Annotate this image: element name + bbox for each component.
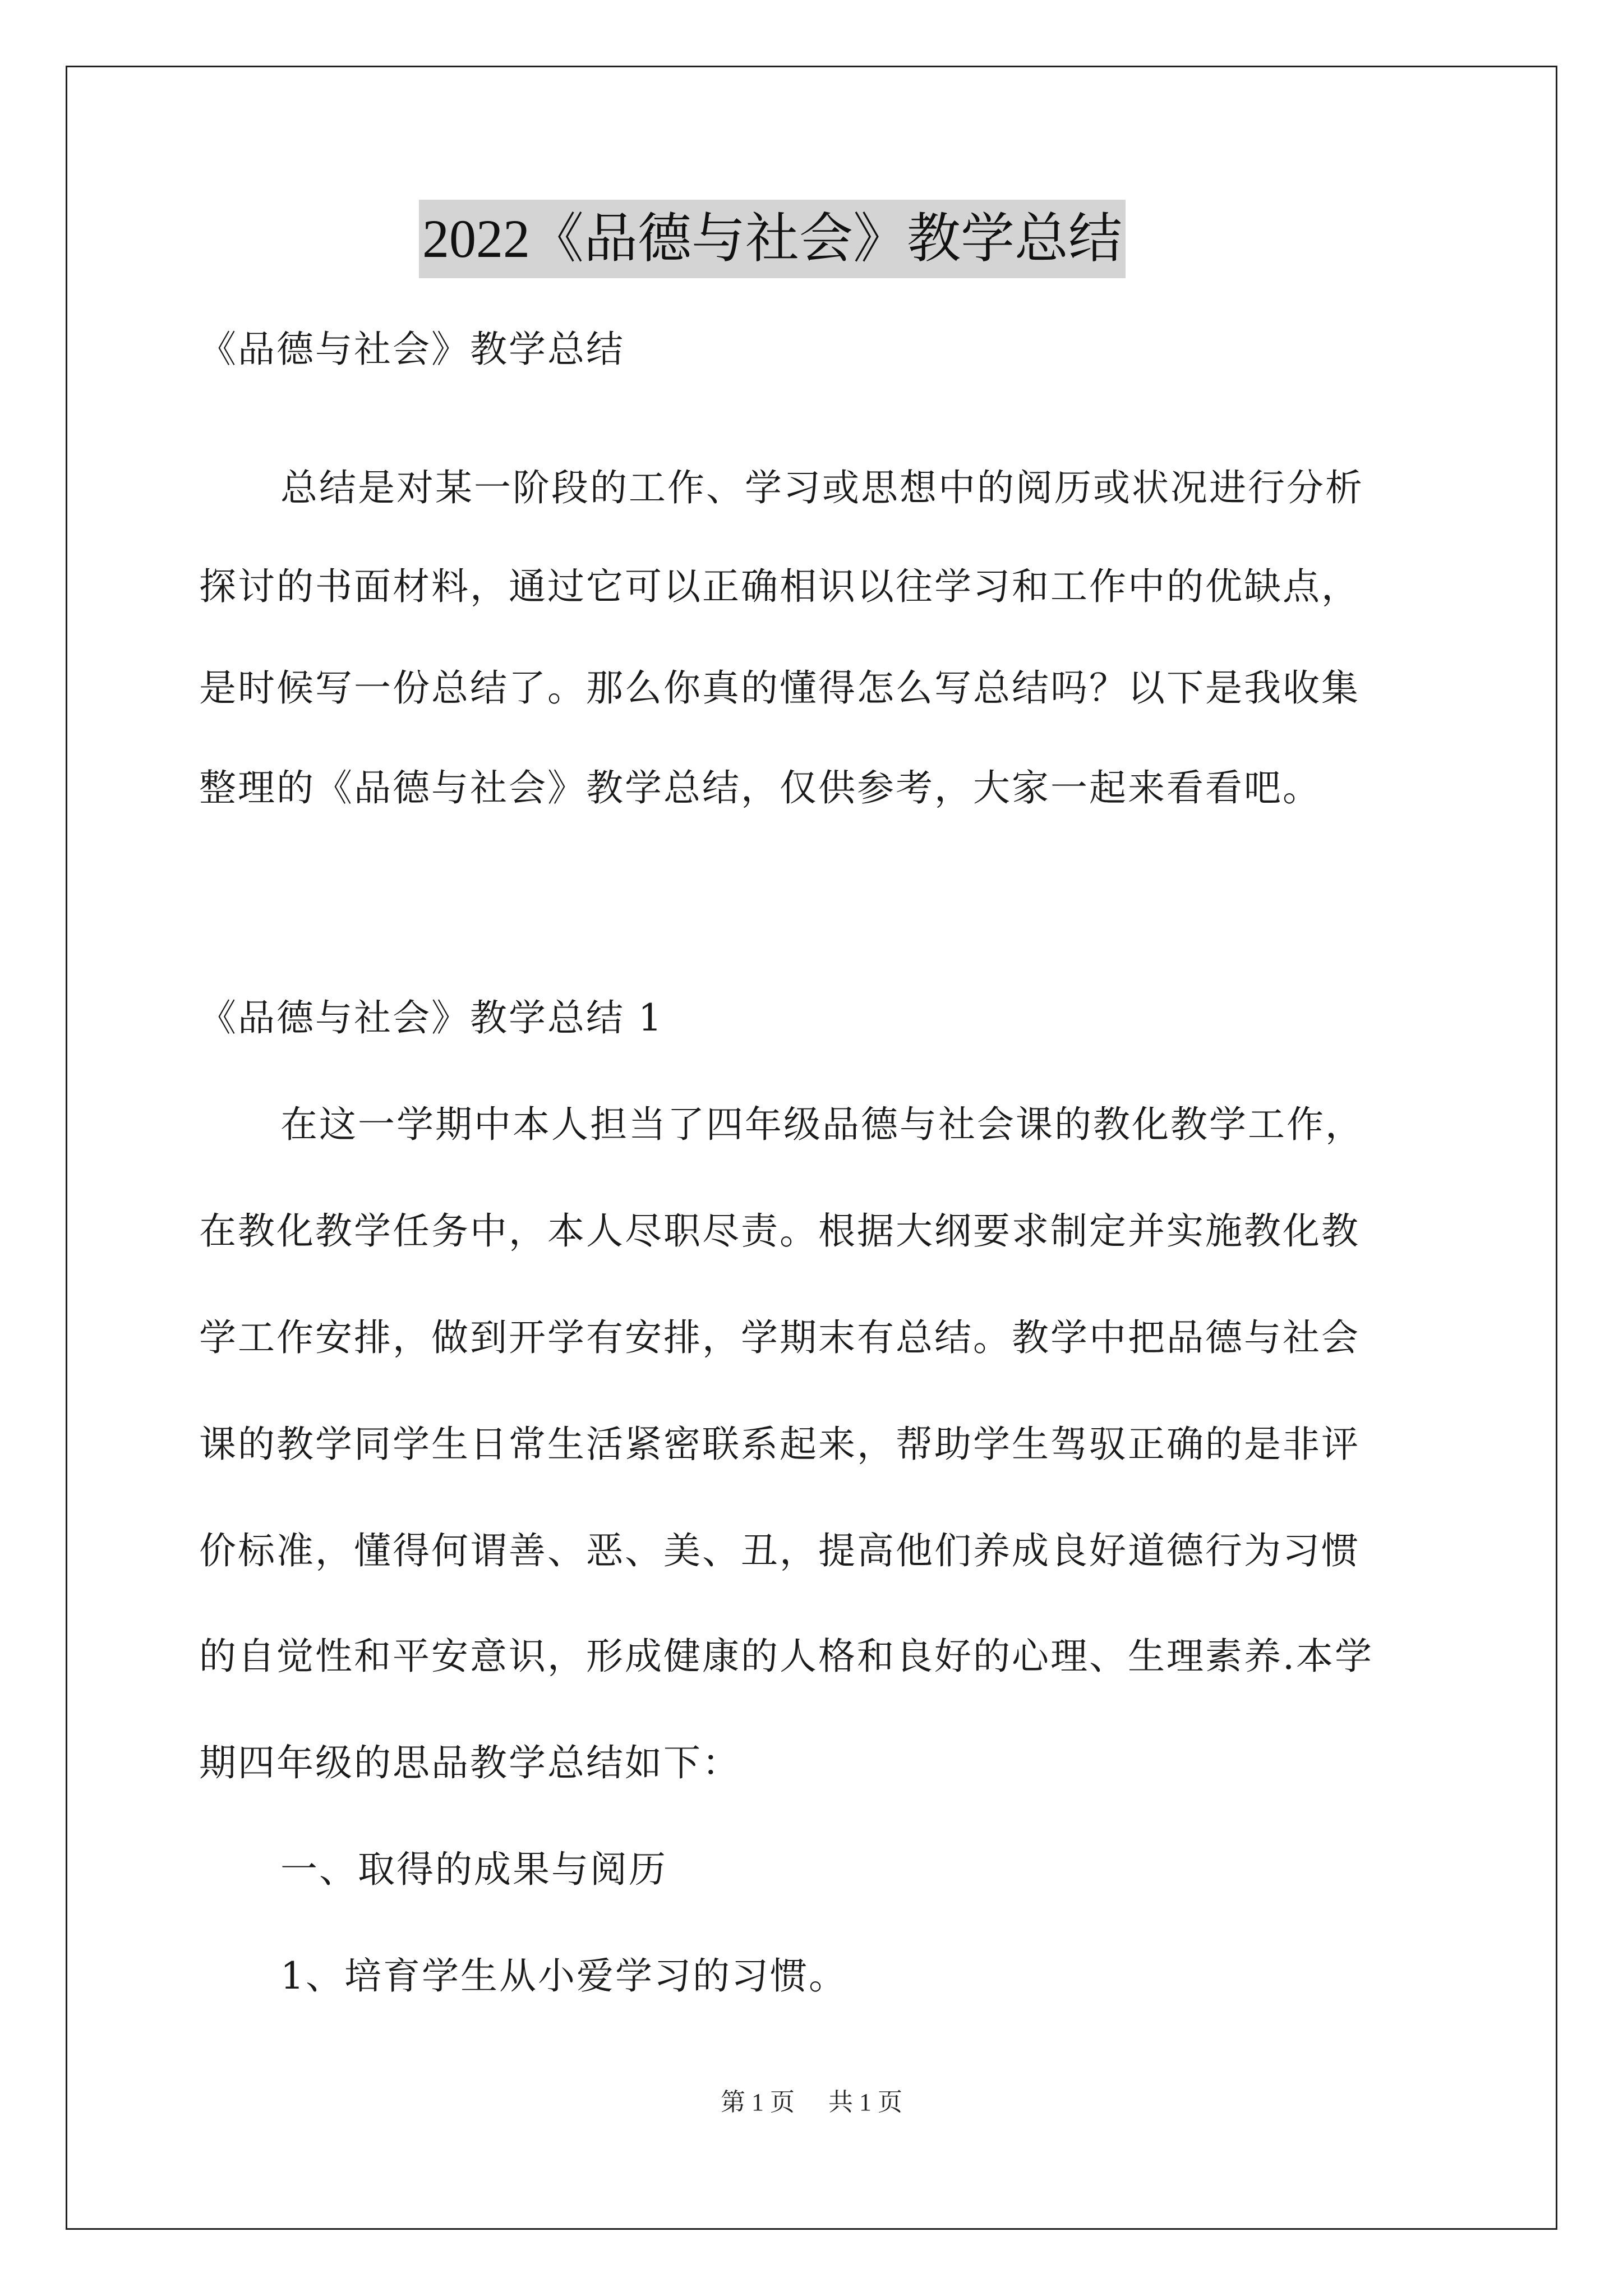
point-item: 1、培育学生从小爱学习的习惯。: [280, 1954, 847, 1998]
body-line: 期四年级的思品教学总结如下：: [199, 1741, 741, 1784]
body-line: 在这一学期中本人担当了四年级品德与社会课的教化教学工作，: [280, 1103, 1364, 1146]
intro-line: 探讨的书面材料，通过它可以正确相识以往学习和工作中的优缺点，: [199, 565, 1360, 608]
body-line: 课的教学同学生日常生活紧密联系起来，帮助学生驾驭正确的是非评: [199, 1423, 1360, 1466]
body-line: 的自觉性和平安意识，形成健康的人格和良好的心理、生理素养.本学: [199, 1635, 1373, 1678]
intro-line: 整理的《品德与社会》教学总结，仅供参考，大家一起来看看吧。: [199, 766, 1321, 809]
document-title: 2022《品德与社会》教学总结: [419, 200, 1126, 278]
point-heading: 一、取得的成果与阅历: [280, 1848, 667, 1891]
page-number: 第 1 页: [721, 2088, 795, 2116]
intro-line: 总结是对某一阶段的工作、学习或思想中的阅历或状况进行分析: [280, 466, 1364, 509]
document-subtitle: 《品德与社会》教学总结: [199, 328, 625, 371]
intro-line: 是时候写一份总结了。那么你真的懂得怎么写总结吗？以下是我收集: [199, 666, 1360, 710]
section-heading: 《品德与社会》教学总结 1: [199, 996, 663, 1039]
body-line: 价标准，懂得何谓善、恶、美、丑，提高他们养成良好道德行为习惯: [199, 1529, 1360, 1572]
body-line: 学工作安排，做到开学有安排，学期末有总结。教学中把品德与社会: [199, 1316, 1360, 1359]
body-line: 在教化教学任务中，本人尽职尽责。根据大纲要求制定并实施教化教: [199, 1209, 1360, 1253]
page-footer: [0, 2086, 1623, 2119]
page-total: 共 1 页: [828, 2088, 902, 2116]
